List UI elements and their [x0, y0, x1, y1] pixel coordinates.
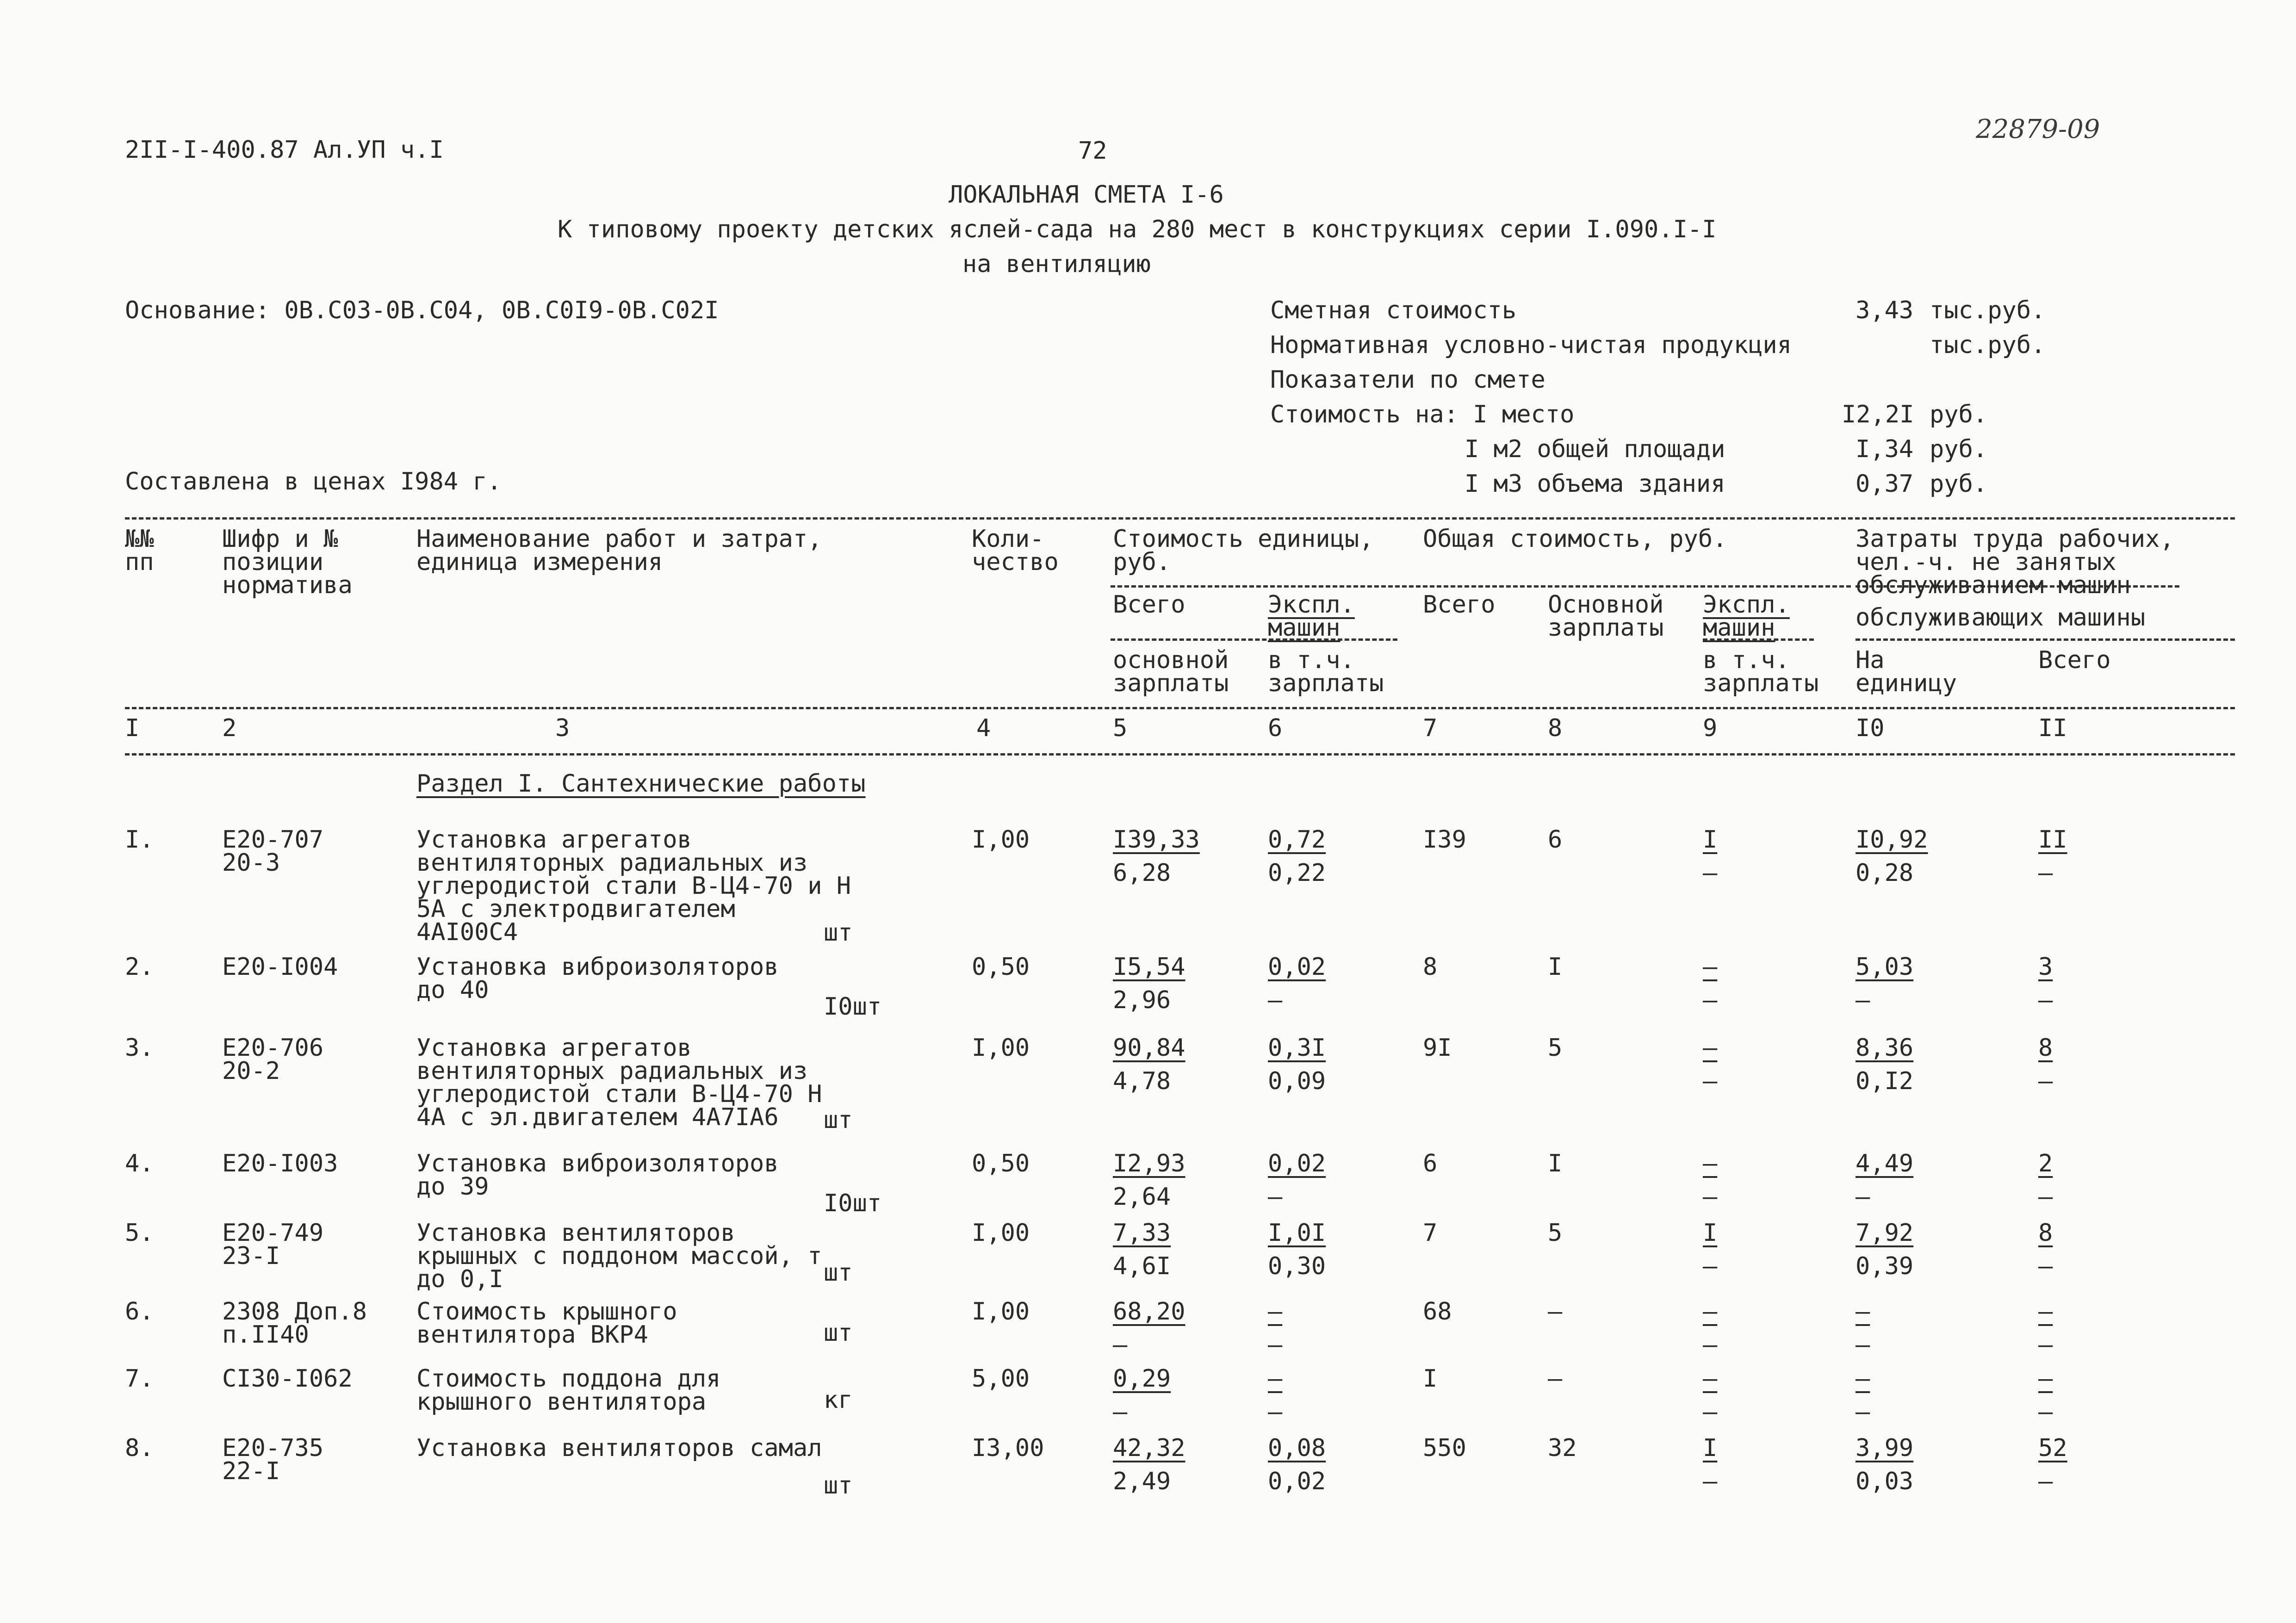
row-labor-per-unit-machines: – [1855, 1398, 1870, 1426]
col-header-unit-total: Всего [1113, 591, 1185, 619]
header-rule-sub5 [1855, 638, 2235, 641]
row-labor-per-unit-machines: – [1855, 1331, 1870, 1359]
cost-on-label: Стоимость на: I место [1270, 401, 1575, 428]
row-unit-cost-wages: 2,64 [1113, 1183, 1171, 1211]
col-header-labor-per-unit: На единицу [1855, 646, 1957, 697]
col-header-unit-machine-wages: в т.ч. зарплаты [1268, 646, 1384, 697]
col-header-unit-cost: Стоимость единицы, руб. [1113, 525, 1374, 576]
row-labor-total-machines: – [2038, 986, 2053, 1014]
col-header-total-cost: Общая стоимость, руб. [1423, 525, 1727, 553]
row-total-wages: 5 [1548, 1219, 1563, 1247]
row-name: Установка агрегатов вентиляторных радиальных из углеродистой стали В-Ц4-70 и Н 5А с электродвигателем 4АI00С4 [416, 826, 851, 946]
row-number: 5. [125, 1219, 154, 1247]
row-unit-cost-wages: 4,6I [1113, 1252, 1171, 1280]
page-number: 72 [1078, 137, 1107, 165]
row-labor-per-unit: 3,99 [1855, 1434, 1914, 1462]
row-total-cost: I39 [1423, 826, 1466, 854]
row-total-cost: 550 [1423, 1434, 1466, 1462]
row-name: Стоимость крышного вентилятора ВКР4 [416, 1298, 677, 1349]
row-total-cost: 7 [1423, 1219, 1438, 1247]
col-number: 8 [1548, 714, 1563, 742]
row-code: Е20-706 20-2 [222, 1034, 324, 1085]
row-number: 4. [125, 1150, 154, 1177]
row-labor-total: 2 [2038, 1150, 2053, 1177]
col-number: I [125, 714, 140, 742]
row-labor-total-machines: – [2038, 1252, 2053, 1280]
row-unit-cost-machines: I,0I [1268, 1219, 1326, 1247]
row-quantity: I,00 [972, 1298, 1030, 1326]
row-labor-total: II [2038, 826, 2067, 854]
row-unit-cost-machine-wages: 0,09 [1268, 1067, 1326, 1095]
row-total-cost: 9I [1423, 1034, 1452, 1062]
row-labor-per-unit: 5,03 [1855, 953, 1914, 981]
row-unit: шт [824, 1259, 853, 1287]
row-total-machines: – [1703, 1150, 1718, 1177]
row-unit-cost-machines: 0,08 [1268, 1434, 1326, 1462]
row-total-machines: I [1703, 1219, 1718, 1247]
row-total-cost: 68 [1423, 1298, 1452, 1326]
col-header-unit-wages: основной зарплаты [1113, 646, 1229, 697]
row-unit: шт [824, 1106, 853, 1134]
per-place-unit: руб. [1930, 401, 1988, 428]
row-total-wages: – [1548, 1365, 1563, 1393]
row-quantity: I,00 [972, 826, 1030, 854]
row-total-machine-wages: – [1703, 1398, 1718, 1426]
row-unit-cost-wages: – [1113, 1398, 1128, 1426]
row-code: Е20-749 23-I [222, 1219, 324, 1270]
row-labor-per-unit-machines: 0,03 [1855, 1468, 1914, 1495]
est-cost-label: Сметная стоимость [1270, 297, 1517, 324]
row-code: Е20-I003 [222, 1150, 338, 1177]
row-labor-per-unit: 7,92 [1855, 1219, 1914, 1247]
row-quantity: I,00 [972, 1034, 1030, 1062]
col-number: II [2038, 714, 2067, 742]
row-total-wages: I [1548, 1150, 1563, 1177]
row-labor-total-machines: – [2038, 1398, 2053, 1426]
row-labor-total: – [2038, 1298, 2053, 1326]
row-quantity: I3,00 [972, 1434, 1044, 1462]
per-m3-value: 0,37 [1855, 470, 1914, 498]
row-unit-cost-total: 68,20 [1113, 1298, 1185, 1326]
row-unit-cost-total: I39,33 [1113, 826, 1200, 854]
col-header-total-wages: Основной зарплаты [1548, 591, 1664, 642]
row-unit-cost-machine-wages: 0,22 [1268, 859, 1326, 887]
row-quantity: 5,00 [972, 1365, 1030, 1393]
row-total-machines: I [1703, 1434, 1718, 1462]
row-unit-cost-total: 0,29 [1113, 1365, 1171, 1393]
row-total-wages: 6 [1548, 826, 1563, 854]
row-number: 3. [125, 1034, 154, 1062]
row-labor-per-unit: 8,36 [1855, 1034, 1914, 1062]
row-name: Установка виброизоляторов до 39 [416, 1150, 779, 1201]
row-total-machine-wages: – [1703, 1331, 1718, 1359]
row-unit: I0шт [824, 1189, 882, 1217]
row-unit-cost-total: I5,54 [1113, 953, 1185, 981]
row-code: Е20-735 22-I [222, 1434, 324, 1485]
col-header-code: Шифр и № позиции норматива [222, 525, 353, 599]
per-m2-label: I м2 общей площади [1464, 435, 1725, 463]
col-number: 5 [1113, 714, 1128, 742]
col-header-labor-machines: обслуживающих машины [1855, 604, 2146, 632]
row-unit-cost-machines: 0,72 [1268, 826, 1326, 854]
row-code: Е20-I004 [222, 953, 338, 981]
row-unit-cost-machine-wages: – [1268, 1398, 1283, 1426]
row-name: Установка виброизоляторов до 40 [416, 953, 779, 1004]
row-total-machines: – [1703, 1034, 1718, 1062]
row-quantity: I,00 [972, 1219, 1030, 1247]
row-number: 6. [125, 1298, 154, 1326]
row-unit-cost-total: 90,84 [1113, 1034, 1185, 1062]
row-labor-per-unit-machines: 0,28 [1855, 859, 1914, 887]
table-rule-numbers [125, 753, 2235, 756]
row-unit-cost-wages: – [1113, 1331, 1128, 1359]
row-labor-total: 8 [2038, 1034, 2053, 1062]
col-header-labor-total: Всего [2038, 646, 2111, 674]
col-number: 9 [1703, 714, 1718, 742]
row-total-machine-wages: – [1703, 1468, 1718, 1495]
document-subtitle: К типовому проекту детских яслей-сада на 280 мест в конструкциях серии I.090.I-I [558, 216, 1717, 243]
per-m3-label: I м3 объема здания [1464, 470, 1725, 498]
section-title: Раздел I. Сантехнические работы [416, 770, 866, 798]
row-labor-per-unit: – [1855, 1298, 1870, 1326]
prices-note: Составлена в ценах I984 г. [125, 468, 502, 496]
row-unit-cost-machines: 0,3I [1268, 1034, 1326, 1062]
row-labor-per-unit-machines: 0,I2 [1855, 1067, 1914, 1095]
row-total-cost: 6 [1423, 1150, 1438, 1177]
row-code: Е20-707 20-3 [222, 826, 324, 877]
row-labor-per-unit: I0,92 [1855, 826, 1928, 854]
per-m2-value: I,34 [1855, 435, 1914, 463]
row-unit: шт [824, 1319, 853, 1347]
row-total-machine-wages: – [1703, 859, 1718, 887]
row-total-machine-wages: – [1703, 1183, 1718, 1211]
est-cost-unit: тыс.руб. [1930, 297, 2046, 324]
row-total-machine-wages: – [1703, 1252, 1718, 1280]
row-unit-cost-machines: 0,02 [1268, 1150, 1326, 1177]
row-unit-cost-wages: 4,78 [1113, 1067, 1171, 1095]
row-labor-total: – [2038, 1365, 2053, 1393]
row-unit-cost-wages: 6,28 [1113, 859, 1171, 887]
row-unit: шт [824, 919, 853, 947]
row-unit: кг [824, 1386, 853, 1414]
header-rule-sub1 [1111, 585, 1851, 588]
row-unit-cost-machine-wages: 0,30 [1268, 1252, 1326, 1280]
row-unit-cost-total: 7,33 [1113, 1219, 1171, 1247]
per-m3-unit: руб. [1930, 470, 1988, 498]
row-quantity: 0,50 [972, 953, 1030, 981]
handwritten-stamp: 22879-09 [1976, 114, 2100, 144]
row-unit-cost-total: I2,93 [1113, 1150, 1185, 1177]
row-total-machine-wages: – [1703, 1067, 1718, 1095]
col-header-total: Всего [1423, 591, 1496, 619]
row-unit-cost-machine-wages: – [1268, 986, 1283, 1014]
row-name: Установка вентиляторов крышных с поддоном массой, т до 0,I [416, 1219, 822, 1293]
row-labor-total-machines: – [2038, 1067, 2053, 1095]
row-labor-total-machines: – [2038, 1331, 2053, 1359]
row-labor-per-unit: 4,49 [1855, 1150, 1914, 1177]
row-total-machines: I [1703, 826, 1718, 854]
row-unit-cost-machine-wages: 0,02 [1268, 1468, 1326, 1495]
basis-line: Основание: 0В.С03-0В.С04, 0В.С0I9-0В.С02I [125, 297, 719, 324]
row-unit-cost-wages: 2,49 [1113, 1468, 1171, 1495]
per-m2-unit: руб. [1930, 435, 1988, 463]
document-title: ЛОКАЛЬНАЯ СМЕТА I-6 [949, 181, 1224, 209]
row-unit: шт [824, 1472, 853, 1499]
col-header-total-machine-wages: в т.ч. зарплаты [1703, 646, 1819, 697]
row-unit-cost-total: 42,32 [1113, 1434, 1185, 1462]
row-total-machines: – [1703, 1298, 1718, 1326]
row-number: 2. [125, 953, 154, 981]
row-code: СI30-I062 [222, 1365, 353, 1393]
row-labor-total-machines: – [2038, 1183, 2053, 1211]
row-total-wages: I [1548, 953, 1563, 981]
row-total-wages: 5 [1548, 1034, 1563, 1062]
row-unit: I0шт [824, 993, 882, 1021]
row-labor-per-unit: – [1855, 1365, 1870, 1393]
row-number: 7. [125, 1365, 154, 1393]
col-number: 4 [976, 714, 991, 742]
row-unit-cost-machines: – [1268, 1298, 1283, 1326]
indicators-label: Показатели по смете [1270, 366, 1545, 394]
normative-unit: тыс.руб. [1930, 331, 2046, 359]
col-header-labor: Затраты труда рабочих, чел.-ч. не занятых обслуживанием машин [1855, 525, 2174, 599]
col-header-unit-machines: Экспл. машин [1268, 591, 1355, 642]
row-unit-cost-machines: 0,02 [1268, 953, 1326, 981]
row-labor-total-machines: – [2038, 859, 2053, 887]
col-header-name: Наименование работ и затрат, единица измерения [416, 525, 822, 576]
per-place-value: I2,2I [1842, 401, 1914, 428]
document-subtitle-2: на вентиляцию [962, 250, 1151, 278]
row-code: 2308 Доп.8 п.II40 [222, 1298, 367, 1349]
row-unit-cost-machine-wages: – [1268, 1331, 1283, 1359]
row-unit-cost-machines: – [1268, 1365, 1283, 1393]
row-labor-per-unit-machines: 0,39 [1855, 1252, 1914, 1280]
row-unit-cost-wages: 2,96 [1113, 986, 1171, 1014]
row-name: Стоимость поддона для крышного вентилятора [416, 1365, 721, 1416]
row-labor-per-unit-machines: – [1855, 986, 1870, 1014]
est-cost-value: 3,43 [1855, 297, 1914, 324]
col-header-number: №№ пп [125, 525, 154, 576]
row-unit-cost-machine-wages: – [1268, 1183, 1283, 1211]
col-number: 7 [1423, 714, 1438, 742]
row-total-machines: – [1703, 953, 1718, 981]
normative-label: Нормативная условно-чистая продукция [1270, 331, 1792, 359]
row-total-cost: 8 [1423, 953, 1438, 981]
document-code: 2II-I-400.87 Ал.УП ч.I [125, 136, 444, 164]
row-number: I. [125, 826, 154, 854]
row-quantity: 0,50 [972, 1150, 1030, 1177]
col-number: 2 [222, 714, 237, 742]
row-labor-total: 52 [2038, 1434, 2067, 1462]
row-total-machine-wages: – [1703, 986, 1718, 1014]
table-rule-header-bottom [125, 707, 2235, 709]
table-rule-top [125, 517, 2235, 520]
row-labor-per-unit-machines: – [1855, 1183, 1870, 1211]
row-total-cost: I [1423, 1365, 1438, 1393]
row-total-machines: – [1703, 1365, 1718, 1393]
col-number: I0 [1855, 714, 1885, 742]
row-number: 8. [125, 1434, 154, 1462]
col-number: 6 [1268, 714, 1283, 742]
row-total-wages: – [1548, 1298, 1563, 1326]
row-labor-total: 3 [2038, 953, 2053, 981]
row-labor-total-machines: – [2038, 1468, 2053, 1495]
col-header-total-machines: Экспл. машин [1703, 591, 1790, 642]
row-labor-total: 8 [2038, 1219, 2053, 1247]
row-total-wages: 32 [1548, 1434, 1577, 1462]
col-number: 3 [555, 714, 570, 742]
row-name: Установка агрегатов вентиляторных радиальных из углеродистой стали В-Ц4-70 Н 4А с эл.двигателем 4А7IА6 [416, 1034, 822, 1131]
row-name: Установка вентиляторов самал [416, 1434, 822, 1462]
col-header-quantity: Коли- чество [972, 525, 1059, 576]
